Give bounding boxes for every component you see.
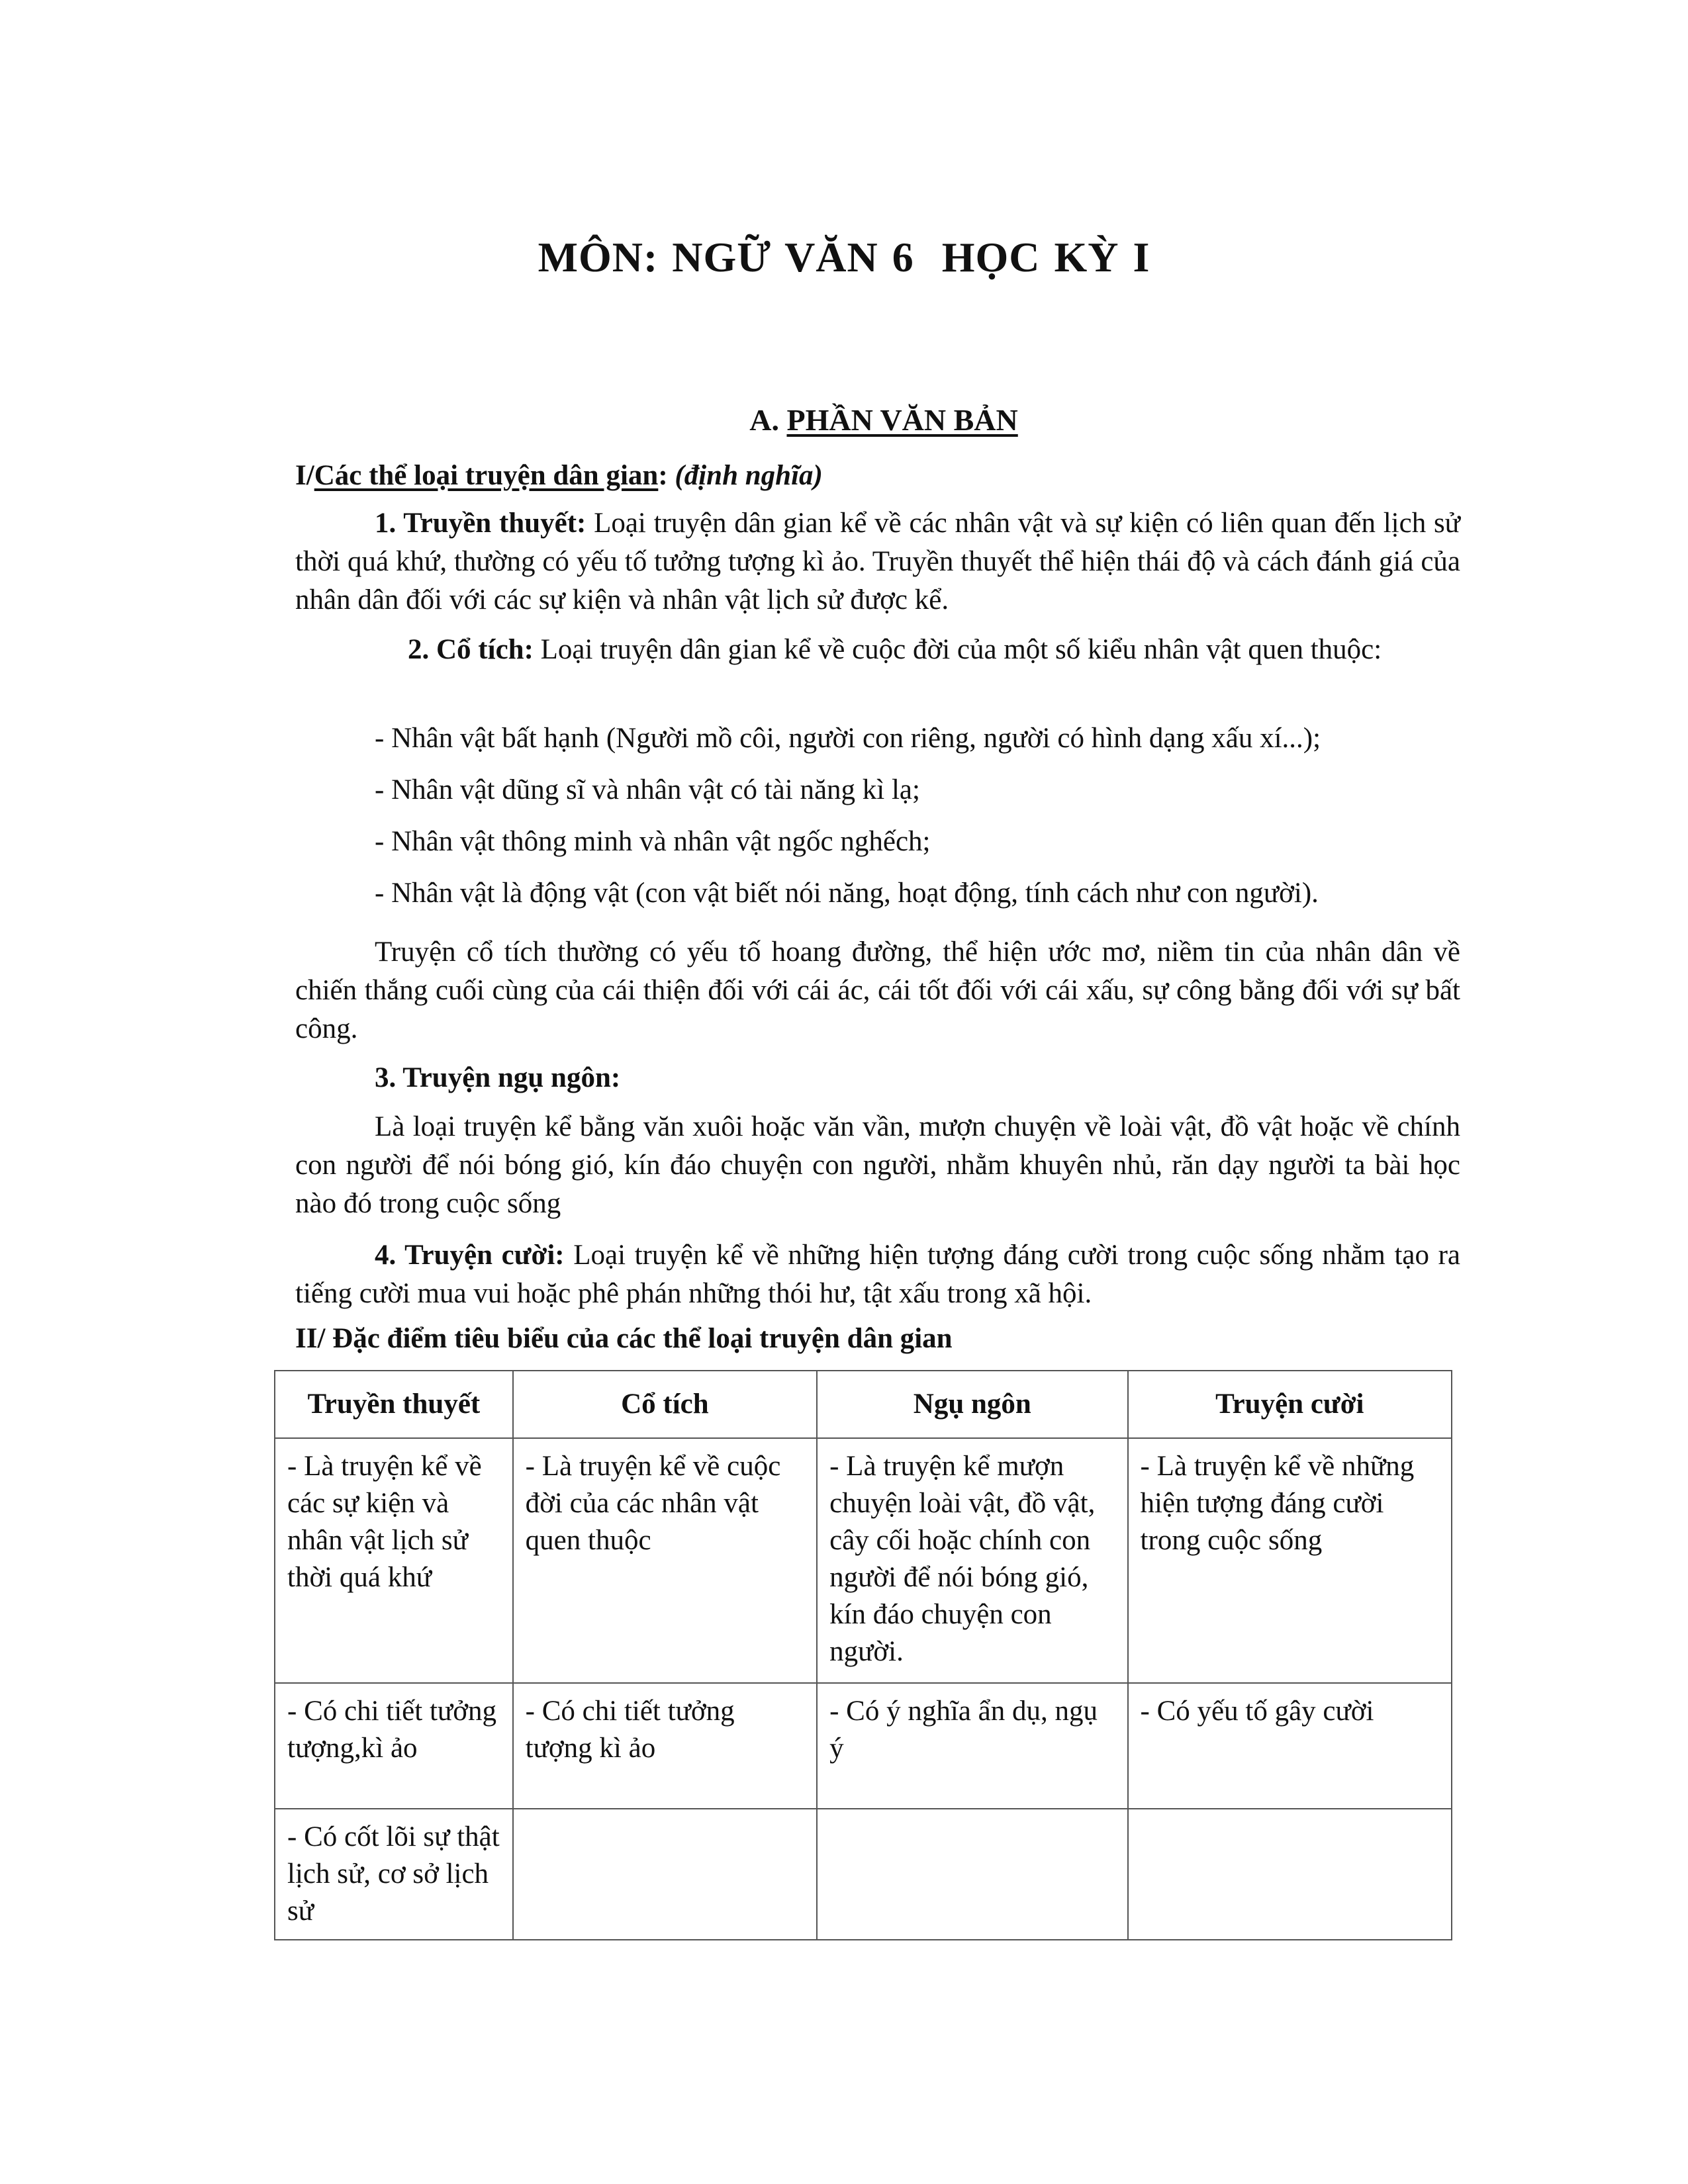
ngu-ngon-heading: 3. Truyện ngụ ngôn: <box>375 1062 621 1093</box>
subject-label: MÔN: NGỮ VĂN 6 <box>538 234 914 281</box>
part1-heading: I/Các thể loại truyện dân gian: (định nghĩa) <box>295 460 823 491</box>
co-tich-bullet-list <box>295 719 1460 926</box>
table-cell: - Là truyện kể về các sự kiện và nhân vật lịch sử thời quá khứ <box>275 1438 513 1683</box>
list-item: - Nhân vật thông minh và nhân vật ngốc nghếch; <box>375 826 931 857</box>
paragraph-ngu-ngon: Là loại truyện kể bằng văn xuôi hoặc văn vần, mượn chuyện về loài vật, đồ vật hoặc về chính con người để nói bóng gió, kín đáo chuyện con người, nhằm khuyên nhủ, răn dạy người ta bài học nào đó trong cuộc sống <box>295 1111 1460 1219</box>
list-item: - Nhân vật dũng sĩ và nhân vật có tài năng kì lạ; <box>375 774 920 805</box>
table-row <box>275 1438 1452 1683</box>
list-item: - Nhân vật là động vật (con vật biết nói năng, hoạt động, tính cách như con người). <box>375 878 1319 909</box>
table-cell: - Là truyện kể mượn chuyện loài vật, đồ vật, cây cối hoặc chính con người để nói bóng gió, kín đáo chuyện con người. <box>817 1438 1127 1683</box>
section-a-label: PHẦN VĂN BẢN <box>786 403 1018 437</box>
table-cell: - Có yếu tố gây cười <box>1128 1683 1452 1809</box>
column-header: Ngụ ngôn <box>817 1371 1127 1438</box>
table-row <box>275 1683 1452 1809</box>
column-header: Truyền thuyết <box>275 1371 513 1438</box>
table-cell <box>817 1809 1127 1940</box>
paragraph-truyen-thuyet: 1. Truyền thuyết: Loại truyện dân gian kể về các nhân vật và sự kiện có liên quan đến lịch sử thời quá khứ, thường có yếu tố tưởng tượng kì ảo. Truyền thuyết thể hiện thái độ và cách đánh giá của nhân dân đối với các sự kiện và nhân vật lịch sử được kể. <box>295 508 1460 615</box>
table-cell: - Có chi tiết tưởng tượng kì ảo <box>513 1683 817 1809</box>
column-header: Cổ tích <box>513 1371 817 1438</box>
genre-characteristics-table <box>274 1370 1452 1940</box>
paragraph-truyen-cuoi: 4. Truyện cười: Loại truyện kể về những hiện tượng đáng cười trong cuộc sống nhằm tạo ra tiếng cười mua vui hoặc phê phán những thói hư, tật xấu trong xã hội. <box>295 1240 1460 1309</box>
table-cell: - Có chi tiết tưởng tượng,kì ảo <box>275 1683 513 1809</box>
table-cell <box>1128 1809 1452 1940</box>
part2-heading: II/ Đặc điểm tiêu biểu của các thể loại truyện dân gian <box>295 1323 953 1354</box>
table-header-row <box>275 1371 1452 1438</box>
table-cell: - Là truyện kể về những hiện tượng đáng cười trong cuộc sống <box>1128 1438 1452 1683</box>
list-item: - Nhân vật bất hạnh (Người mồ côi, người con riêng, người có hình dạng xấu xí...); <box>375 723 1321 754</box>
table-cell <box>513 1809 817 1940</box>
semester-label: HỌC KỲ I <box>941 234 1150 281</box>
column-header: Truyện cười <box>1128 1371 1452 1438</box>
table-cell: - Có cốt lõi sự thật lịch sử, cơ sở lịch sử <box>275 1809 513 1940</box>
table-row <box>275 1809 1452 1940</box>
table-cell: - Là truyện kể về cuộc đời của các nhân vật quen thuộc <box>513 1438 817 1683</box>
table-cell: - Có ý nghĩa ẩn dụ, ngụ ý <box>817 1683 1127 1809</box>
document-title <box>0 233 1688 282</box>
section-a-heading: A. PHẦN VĂN BẢN <box>749 403 1018 437</box>
paragraph-co-tich-summary: Truyện cổ tích thường có yếu tố hoang đường, thể hiện ước mơ, niềm tin của nhân dân về chiến thắng cuối cùng của cái thiện đối với cái ác, cái tốt đối với cái xấu, sự công bằng đối với sự bất công. <box>295 936 1460 1044</box>
part1-note: (định nghĩa) <box>675 460 823 491</box>
paragraph-co-tich: 2. Cổ tích: Loại truyện dân gian kể về cuộc đời của một số kiểu nhân vật quen thuộc: <box>408 634 1382 665</box>
